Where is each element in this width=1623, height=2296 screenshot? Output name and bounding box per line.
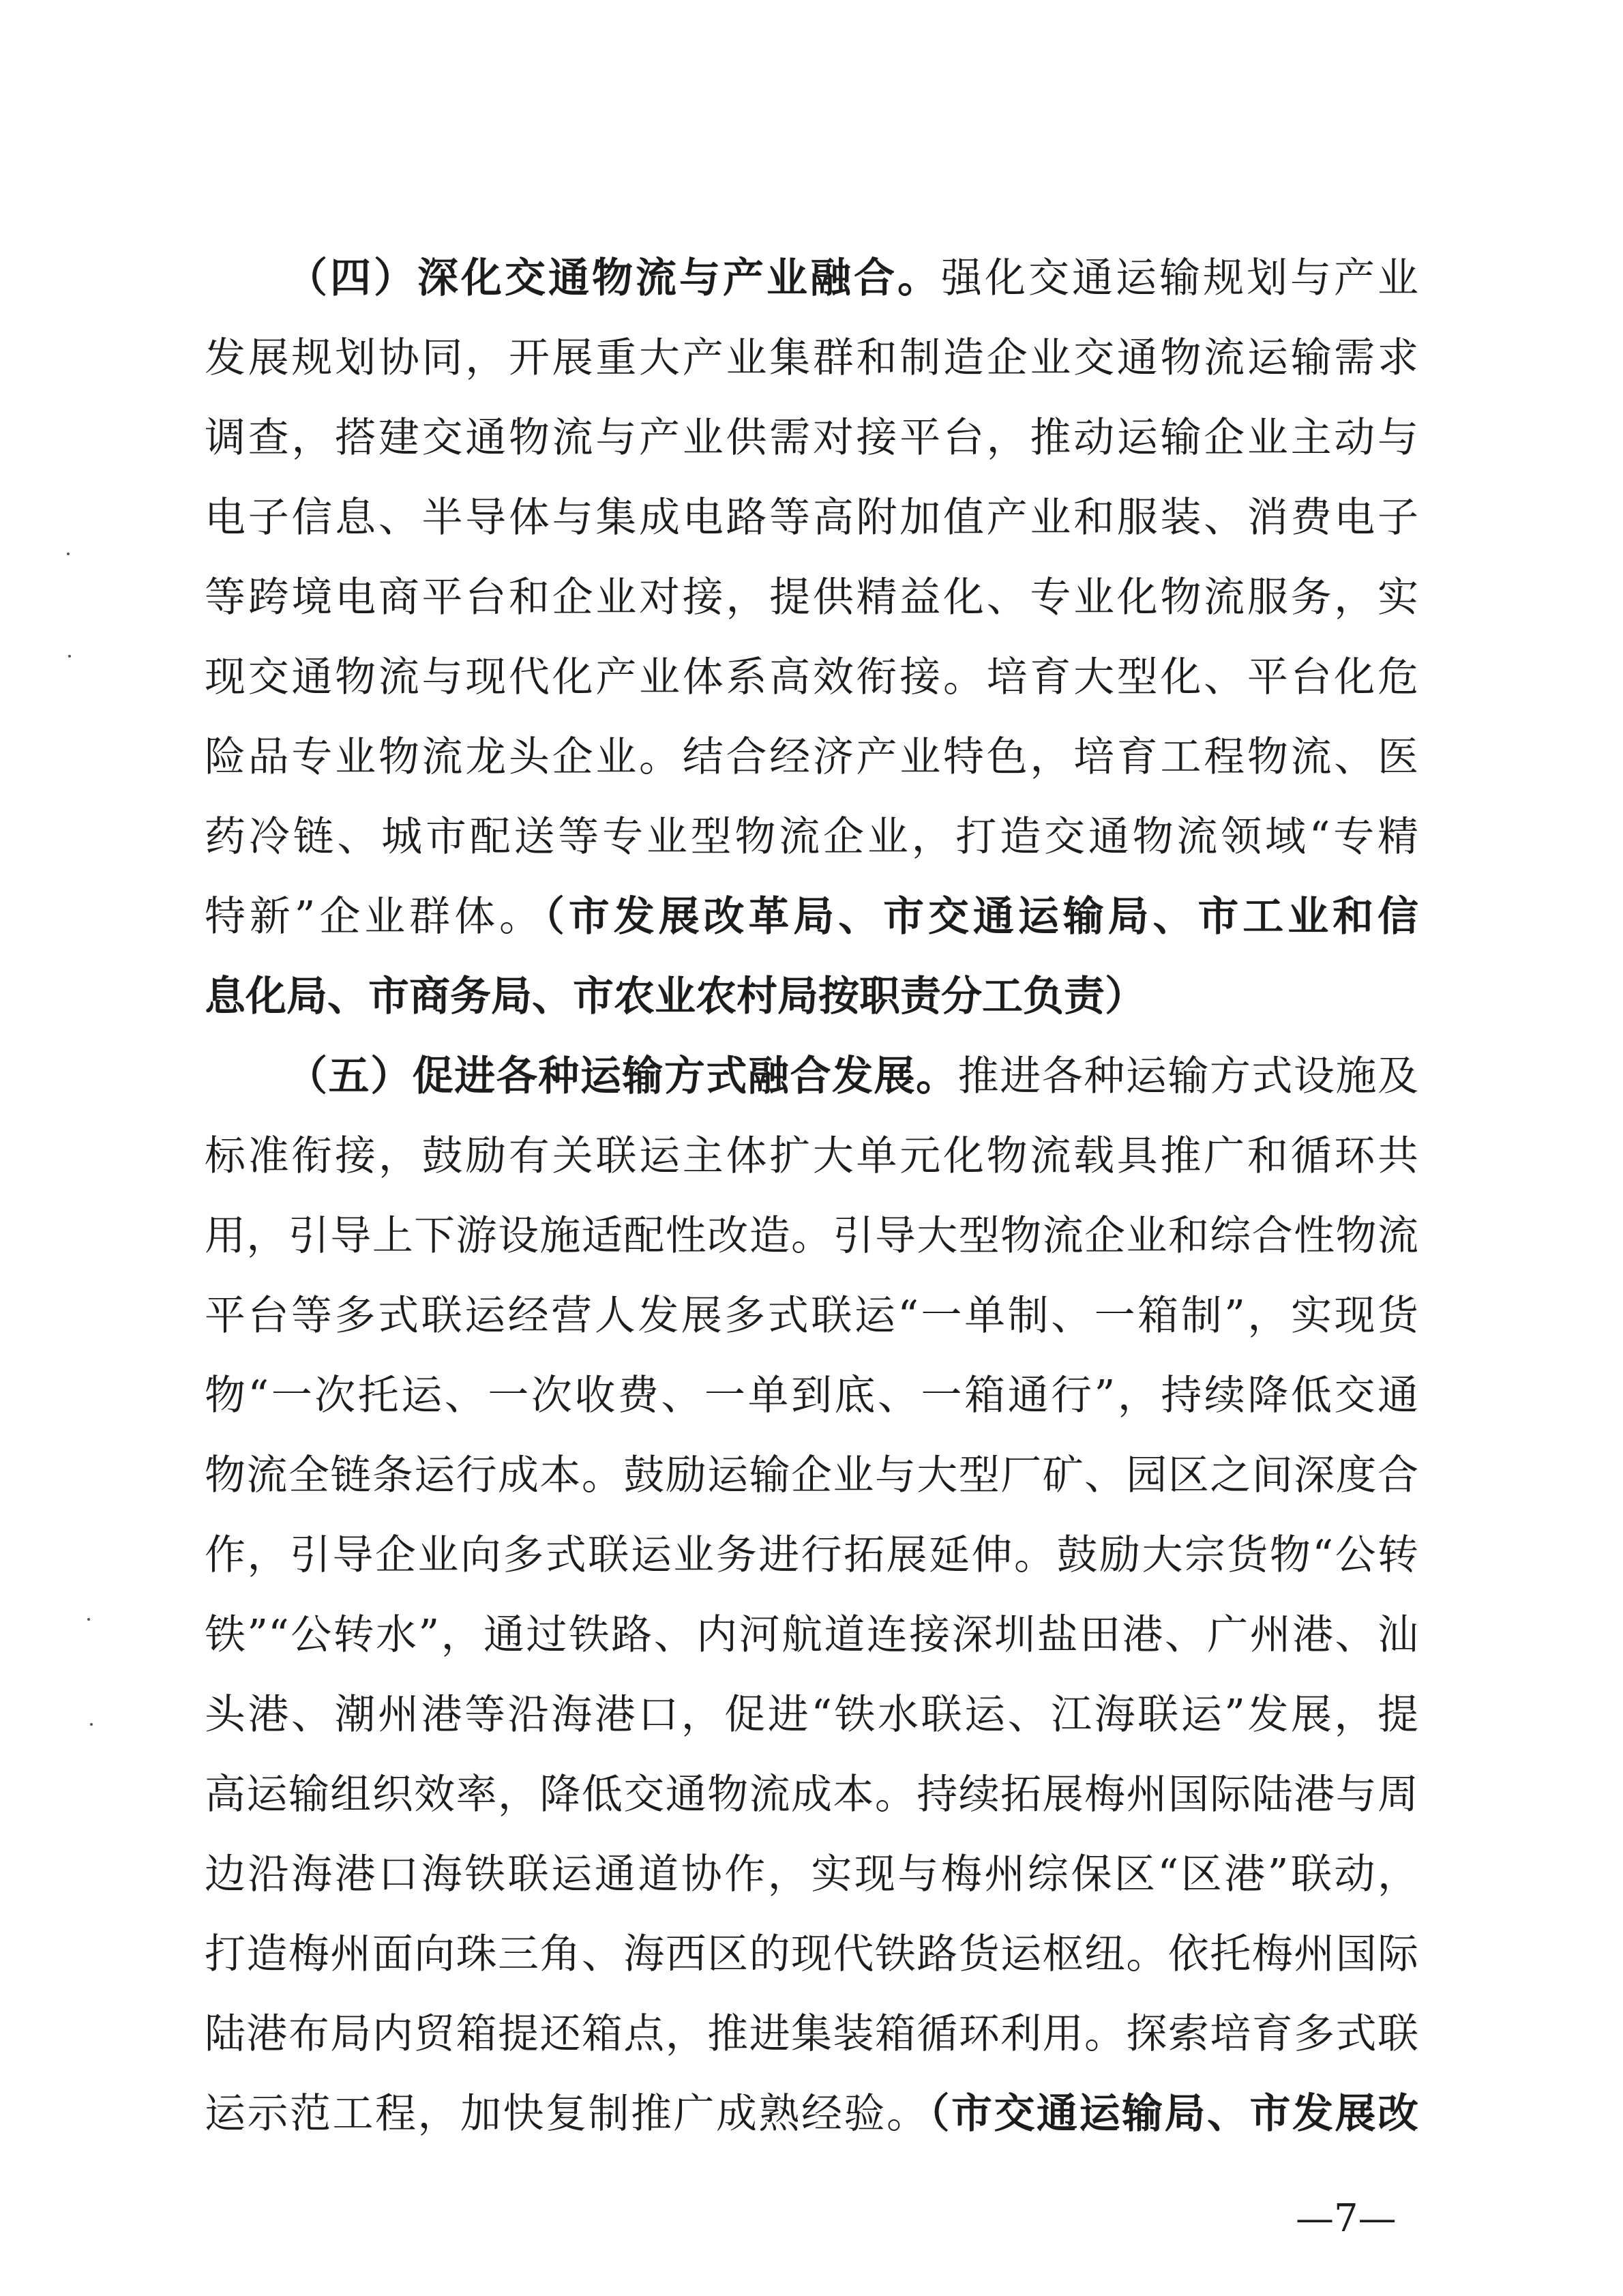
p4-line-1 <box>205 239 1418 319</box>
p4-line-6: 现交通物流与现代化产业体系高效衔接。培育大型化、平台化危 <box>205 653 1418 701</box>
p4-line-7: 险品专业物流龙头企业。结合经济产业特色，培育工程物流、医 <box>205 733 1418 781</box>
p4-line-2: 发展规划协同，开展重大产业集群和制造企业交通物流运输需求 <box>205 334 1418 382</box>
p4-line-5: 等跨境电商平台和企业对接，提供精益化、专业化物流服务，实 <box>205 574 1418 621</box>
p5-line-13: 陆港布局内贸箱提还箱点，推进集装箱循环利用。探索培育多式联 <box>205 2010 1418 2058</box>
document-body <box>205 239 1418 2154</box>
p5-text-end: 运示范工程，加快复制推广成熟经验。 <box>205 2090 929 2138</box>
scan-speck <box>68 655 71 658</box>
p4-text-end: 特新”企业群体。 <box>205 893 544 941</box>
p5-line-1 <box>205 1037 1418 1117</box>
p5-line-10: 高运输组织效率，降低交通物流成本。持续拓展梅州国际陆港与周 <box>205 1771 1418 1819</box>
scan-speck <box>87 1618 90 1621</box>
p5-line-8: 铁”“公转水”，通过铁路、内河航道连接深圳盐田港、广州港、汕 <box>205 1611 1418 1659</box>
p5-heading: （五）促进各种运输方式融合发展。 <box>286 1053 958 1100</box>
p4-line-10 <box>205 957 1418 1037</box>
p4-line-9 <box>205 877 1418 957</box>
page-number: —7— <box>1296 2196 1397 2241</box>
p5-line-3: 用，引导上下游设施适配性改造。引导大型物流企业和综合性物流 <box>205 1212 1418 1260</box>
p4-line-8: 药冷链、城市配送等专业型物流企业，打造交通物流领域“专精 <box>205 813 1418 861</box>
p4-responsible-2: 息化局、市商务局、市农业农村局按职责分工负责） <box>205 973 1146 1020</box>
p5-line-12: 打造梅州面向珠三角、海西区的现代铁路货运枢纽。依托梅州国际 <box>205 1930 1418 1978</box>
p5-line-2: 标准衔接，鼓励有关联运主体扩大单元化物流载具推广和循环共 <box>205 1132 1418 1180</box>
p5-line-7: 作，引导企业向多式联运业务进行拓展延伸。鼓励大宗货物“公转 <box>205 1531 1418 1579</box>
p5-text: 推进各种运输方式设施及 <box>957 1053 1419 1100</box>
p4-line-4: 电子信息、半导体与集成电路等高附加值产业和服装、消费电子 <box>205 494 1418 542</box>
scan-speck <box>90 1723 93 1726</box>
p4-text: 强化交通运输规划与产业 <box>941 254 1418 302</box>
p5-line-4: 平台等多式联运经营人发展多式联运“一单制、一箱制”，实现货 <box>205 1292 1418 1340</box>
scan-speck <box>67 553 70 555</box>
p5-line-6: 物流全链条运行成本。鼓励运输企业与大型厂矿、园区之间深度合 <box>205 1452 1418 1499</box>
p4-heading: （四）深化交通物流与产业融合。 <box>286 254 941 302</box>
p5-line-14 <box>205 2074 1418 2154</box>
p5-line-5: 物“一次托运、一次收费、一单到底、一箱通行”，持续降低交通 <box>205 1372 1418 1419</box>
p5-responsible: （市交通运输局、市发展改 <box>929 2090 1418 2138</box>
p5-line-9: 头港、潮州港等沿海港口，促进“铁水联运、江海联运”发展，提 <box>205 1691 1418 1739</box>
p4-line-3: 调查，搭建交通物流与产业供需对接平台，推动运输企业主动与 <box>205 414 1418 462</box>
p5-line-11: 边沿海港口海铁联运通道协作，实现与梅州综保区“区港”联动， <box>205 1851 1418 1898</box>
p4-responsible-1: （市发展改革局、市交通运输局、市工业和信 <box>544 893 1418 941</box>
